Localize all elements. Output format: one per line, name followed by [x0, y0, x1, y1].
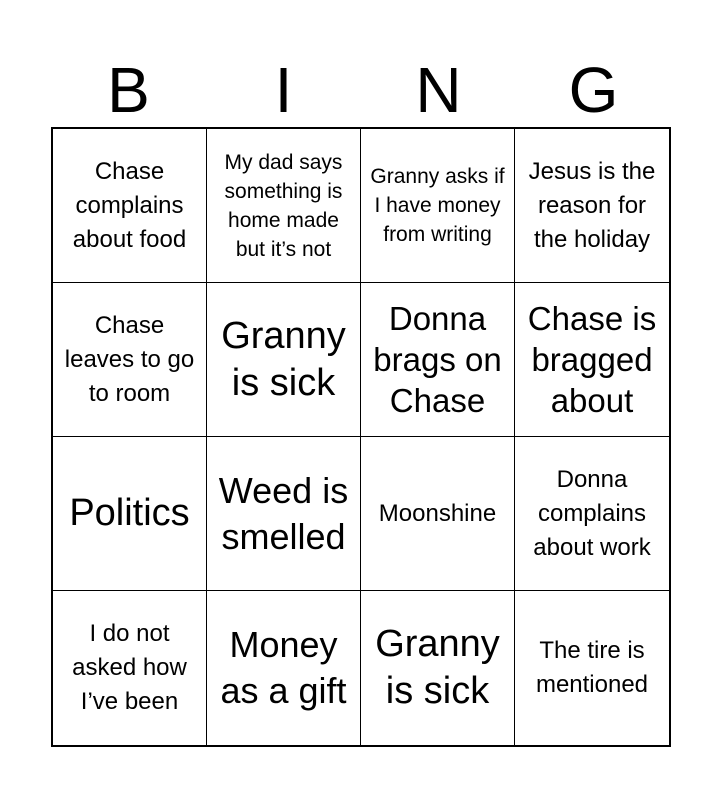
bingo-cell[interactable] — [207, 591, 361, 745]
cell-text: Money as a gift — [220, 624, 347, 711]
bingo-cell[interactable] — [515, 591, 669, 745]
cell-text: The tire is mentioned — [535, 637, 649, 698]
bingo-cell[interactable] — [515, 129, 669, 283]
cell-text: Donna complains about work — [533, 465, 651, 561]
bingo-cell[interactable] — [361, 283, 515, 437]
bingo-cell[interactable] — [515, 437, 669, 591]
cell-text: Moonshine — [378, 499, 497, 527]
header-letter-b: B — [107, 54, 150, 126]
bingo-cell[interactable] — [53, 283, 207, 437]
cell-text: Weed is smelled — [218, 469, 349, 557]
cell-text: My dad says something is home made but it’s not — [224, 150, 343, 261]
bingo-cell[interactable] — [207, 283, 361, 437]
bingo-cell[interactable] — [53, 129, 207, 283]
bingo-cell[interactable] — [515, 283, 669, 437]
header-letter-n: N — [415, 54, 462, 126]
cell-text: Chase complains about food — [72, 157, 187, 253]
cell-text: Jesus is the reason for the holiday — [528, 157, 656, 253]
cell-text: Donna brags on Chase — [373, 300, 502, 419]
header-letter-i: I — [274, 54, 293, 126]
bingo-cell[interactable] — [53, 437, 207, 591]
cell-text: Granny is sick — [221, 314, 346, 404]
cell-text: Politics — [69, 492, 190, 534]
header-letter-g: G — [568, 54, 619, 126]
cell-text: Chase leaves to go to room — [64, 311, 195, 407]
bingo-cell[interactable] — [53, 591, 207, 745]
bingo-cell[interactable] — [207, 129, 361, 283]
cell-text: Granny is sick — [375, 623, 500, 712]
bingo-cell[interactable] — [361, 437, 515, 591]
bingo-cell[interactable] — [361, 129, 515, 283]
cell-text: Granny asks if I have money from writing — [370, 165, 505, 246]
bingo-board — [51, 127, 671, 747]
bingo-cell[interactable] — [207, 437, 361, 591]
cell-text: I do not asked how I’ve been — [72, 620, 187, 715]
cell-text: Chase is bragged about — [527, 300, 657, 419]
bingo-header — [51, 52, 671, 128]
bingo-cell[interactable] — [361, 591, 515, 745]
